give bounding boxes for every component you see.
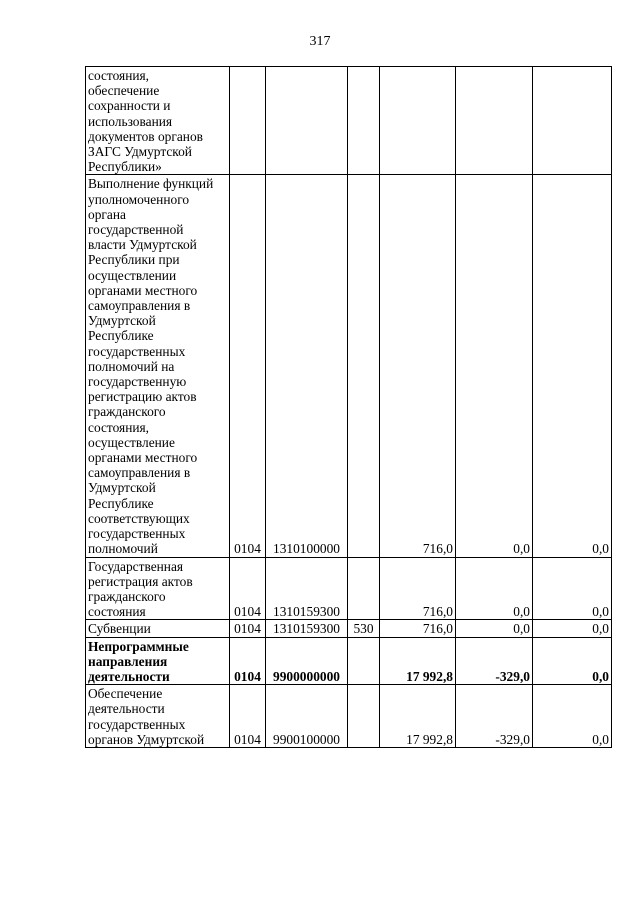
item-name-line: осуществлении (88, 267, 177, 283)
change-cell (456, 67, 533, 175)
change-cell: 0,0 (456, 620, 533, 637)
section-code-cell (230, 67, 266, 175)
table-row (86, 67, 612, 175)
item-name-line: сохранности и (88, 98, 171, 114)
item-name-line: гражданского (88, 588, 166, 604)
item-name-line: обеспечение (88, 83, 160, 99)
item-name-line: документов органов (88, 128, 203, 144)
budget-table (85, 66, 612, 748)
amount-cell: 716,0 (380, 557, 456, 620)
item-name-line: ЗАГС Удмуртской (88, 144, 192, 160)
change-cell: 0,0 (456, 175, 533, 557)
total-cell (533, 67, 612, 175)
item-name-line: власти Удмуртской (88, 237, 197, 253)
expense-type-cell (348, 557, 380, 620)
total-cell: 0,0 (533, 637, 612, 685)
item-name-line: государственных (88, 716, 186, 732)
budget-table-body (86, 67, 612, 748)
target-article-cell: 9900100000 (266, 685, 348, 748)
item-name-line: состояния (88, 604, 146, 620)
item-name-line: использования (88, 113, 173, 129)
item-name-cell (86, 685, 230, 748)
item-name-line: Республики» (88, 159, 162, 175)
item-name-line: органами местного (88, 450, 198, 466)
section-code-cell: 0104 (230, 557, 266, 620)
item-name-line: органов Удмуртской (88, 731, 205, 747)
item-name-line: деятельности (88, 701, 165, 717)
item-name-line: государственных (88, 526, 186, 542)
amount-cell (380, 67, 456, 175)
expense-type-cell (348, 685, 380, 748)
item-name-cell (86, 620, 230, 637)
item-name-line: Республике (88, 495, 154, 511)
expense-type-cell (348, 67, 380, 175)
expense-type-cell: 530 (348, 620, 380, 637)
item-name-line: государственных (88, 343, 186, 359)
target-article-cell: 1310100000 (266, 175, 348, 557)
item-name-line: Удмуртской (88, 313, 156, 329)
change-cell: -329,0 (456, 685, 533, 748)
table-row (86, 685, 612, 748)
item-name-line: органами местного (88, 282, 198, 298)
expense-type-cell (348, 175, 380, 557)
item-name-line: Выполнение функций (88, 176, 214, 192)
change-cell: 0,0 (456, 557, 533, 620)
target-article-cell (266, 67, 348, 175)
item-name-line: регистрацию актов (88, 389, 197, 405)
target-article-cell: 1310159300 (266, 557, 348, 620)
item-name-line: Республики при (88, 252, 180, 268)
table-row (86, 175, 612, 557)
expense-type-cell (348, 637, 380, 685)
table-row (86, 637, 612, 685)
amount-cell: 17 992,8 (380, 685, 456, 748)
item-name-line: осуществление (88, 434, 175, 450)
item-name-cell (86, 637, 230, 685)
change-cell: -329,0 (456, 637, 533, 685)
item-name-line: органа (88, 206, 126, 222)
page-number: 317 (309, 34, 331, 49)
section-code-cell: 0104 (230, 637, 266, 685)
table-row (86, 620, 612, 637)
target-article-cell: 1310159300 (266, 620, 348, 637)
item-name-line: состояния, (88, 68, 150, 83)
amount-cell: 716,0 (380, 620, 456, 637)
item-name-line: Республике (88, 328, 154, 344)
section-code-cell: 0104 (230, 175, 266, 557)
item-name-line: Субвенции (88, 621, 151, 637)
section-code-cell: 0104 (230, 620, 266, 637)
item-name-cell (86, 67, 230, 175)
item-name-line: уполномоченного (88, 191, 190, 207)
item-name-line: Обеспечение (88, 686, 163, 702)
item-name-line: государственной (88, 222, 184, 238)
total-cell: 0,0 (533, 620, 612, 637)
item-name-line: направления (88, 653, 168, 669)
item-name-line: деятельности (88, 668, 170, 684)
total-cell: 0,0 (533, 557, 612, 620)
amount-cell: 17 992,8 (380, 637, 456, 685)
total-cell: 0,0 (533, 685, 612, 748)
item-name-line: самоуправления в (88, 298, 191, 314)
item-name-line: государственную (88, 374, 187, 390)
amount-cell: 716,0 (380, 175, 456, 557)
table-row (86, 557, 612, 620)
item-name-cell (86, 557, 230, 620)
item-name-line: Государственная (88, 558, 184, 574)
item-name-line: полномочий на (88, 358, 175, 374)
item-name-line: состояния, (88, 419, 150, 435)
item-name-line: Удмуртской (88, 480, 156, 496)
target-article-cell: 9900000000 (266, 637, 348, 685)
item-name-line: гражданского (88, 404, 166, 420)
item-name-line: Непрограммные (88, 638, 189, 654)
item-name-line: регистрация актов (88, 573, 193, 589)
item-name-line: самоуправления в (88, 465, 191, 481)
total-cell: 0,0 (533, 175, 612, 557)
item-name-line: полномочий (88, 541, 158, 557)
section-code-cell: 0104 (230, 685, 266, 748)
item-name-line: соответствующих (88, 510, 190, 526)
item-name-cell (86, 175, 230, 557)
